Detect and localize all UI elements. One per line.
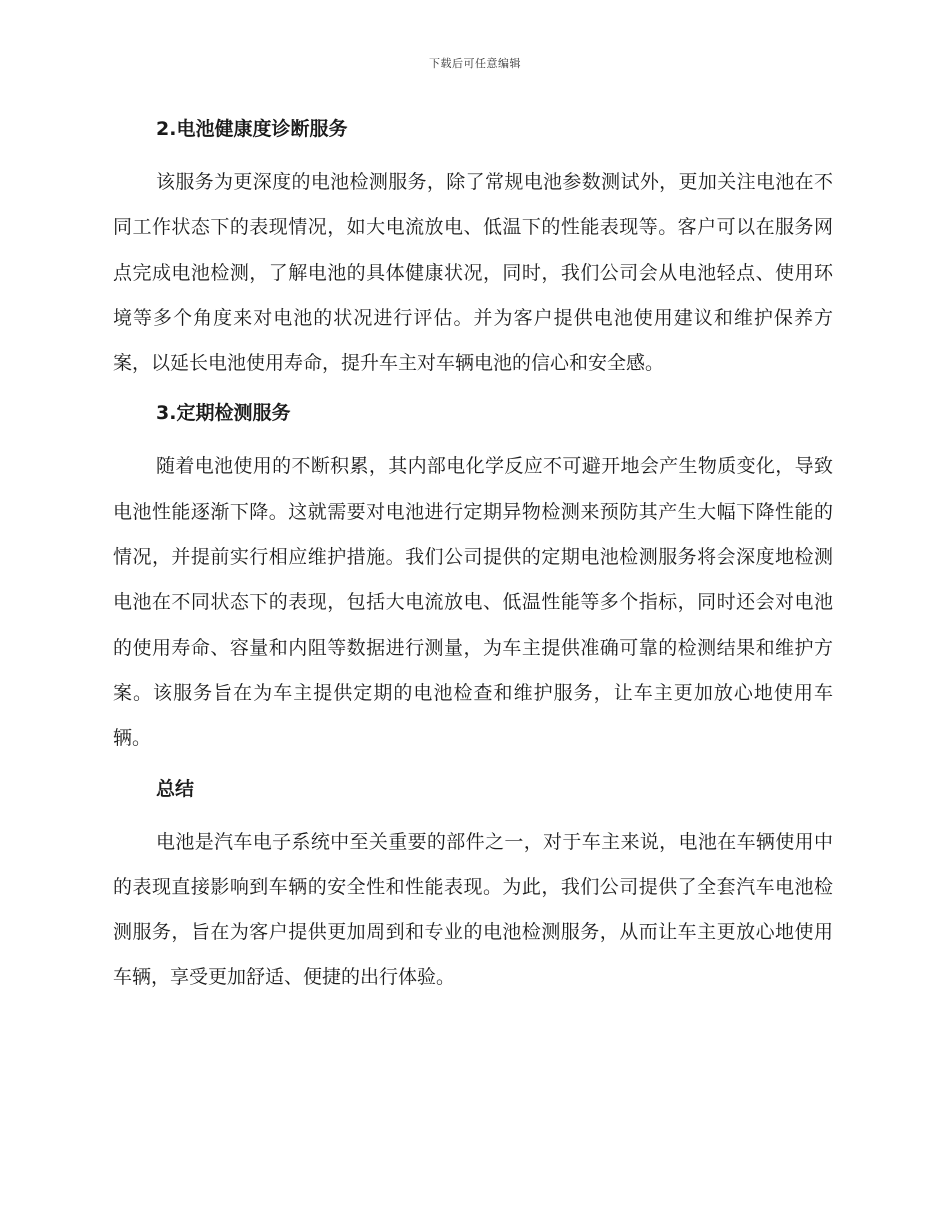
section-heading: 2.电池健康度诊断服务 xyxy=(156,118,348,140)
section-summary xyxy=(113,772,833,1001)
document-body xyxy=(113,112,833,1011)
section-paragraph: 该服务为更深度的电池检测服务，除了常规电池参数测试外，更加关注电池在不同工作状态下的表现情况，如大电流放电、低温下的性能表现等。客户可以在服务网点完成电池检测，了解电池的具体健康状况，同时，我们公司会从电池轻点、使用环境等多个角度来对电池的状况进行评估。并为客户提供电池使用建议和维护保养方案，以延长电池使用寿命，提升车主对车辆电池的信心和安全感。 xyxy=(113,171,833,375)
section-periodic-inspection xyxy=(113,396,833,761)
section-paragraph: 电池是汽车电子系统中至关重要的部件之一，对于车主来说，电池在车辆使用中的表现直接影响到车辆的安全性和性能表现。为此，我们公司提供了全套汽车电池检测服务，旨在为客户提供更加周到和专业的电池检测服务，从而让车主更放心地使用车辆，享受更加舒适、便捷的出行体验。 xyxy=(113,830,833,989)
section-battery-health-diagnosis xyxy=(113,112,833,386)
page-header: 下载后可任意编辑 xyxy=(429,57,521,70)
section-heading: 3.定期检测服务 xyxy=(156,402,291,425)
section-heading: 总结 xyxy=(156,777,195,800)
section-paragraph: 随着电池使用的不断积累，其内部电化学反应不可避开地会产生物质变化，导致电池性能逐渐下降。这就需要对电池进行定期异物检测来预防其产生大幅下降性能的情况，并提前实行相应维护措施。我们公司提供的定期电池检测服务将会深度地检测电池在不同状态下的表现，包括大电流放电、低温性能等多个指标，同时还会对电池的使用寿命、容量和内阻等数据进行测量，为车主提供准确可靠的检测结果和维护方案。该服务旨在为车主提供定期的电池检查和维护服务，让车主更加放心地使用车辆。 xyxy=(113,455,833,750)
